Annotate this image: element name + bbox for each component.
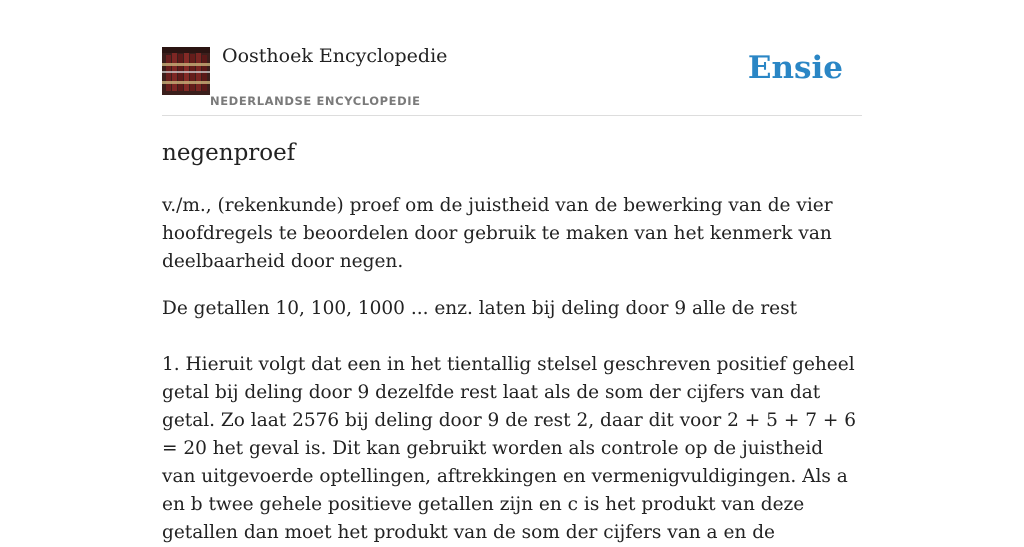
article-title: negenproef <box>162 140 296 166</box>
site-title[interactable]: Oosthoek Encyclopedie <box>222 45 448 67</box>
ensie-logo-link[interactable]: Ensie <box>747 50 843 86</box>
article-paragraph: De getallen 10, 100, 1000 ... enz. laten bij deling door 9 alle de rest <box>162 298 798 319</box>
article-paragraph: v./m., (rekenkunde) proef om de juistheid van de bewerking van de vier hoofdregels te beoordelen door gebruik te maken van het kenmerk van deelbaarheid door negen. <box>162 195 833 272</box>
encyclopedia-books-icon[interactable] <box>162 47 210 95</box>
site-subtitle: NEDERLANDSE ENCYCLOPEDIE <box>210 94 421 108</box>
site-header <box>162 0 862 116</box>
article-paragraph: 1. Hieruit volgt dat een in het tientallig stelsel geschreven positief geheel getal bij deling door 9 dezelfde rest laat als de som der cijfers van dat getal. Zo laat 2576 bij deling door 9 de rest 2, daar dit voor 2 + 5 + 7 + 6 = 20 het geval is. Dit kan gebruikt worden als controle op de juistheid van uitgevoerde optellingen, aftrekkingen en vermenigvuldigingen. Als a en b twee gehele positieve getallen zijn en c is het produkt van deze getallen dan moet het produkt van de som der cijfers van a en de <box>162 354 857 543</box>
page <box>162 0 862 543</box>
